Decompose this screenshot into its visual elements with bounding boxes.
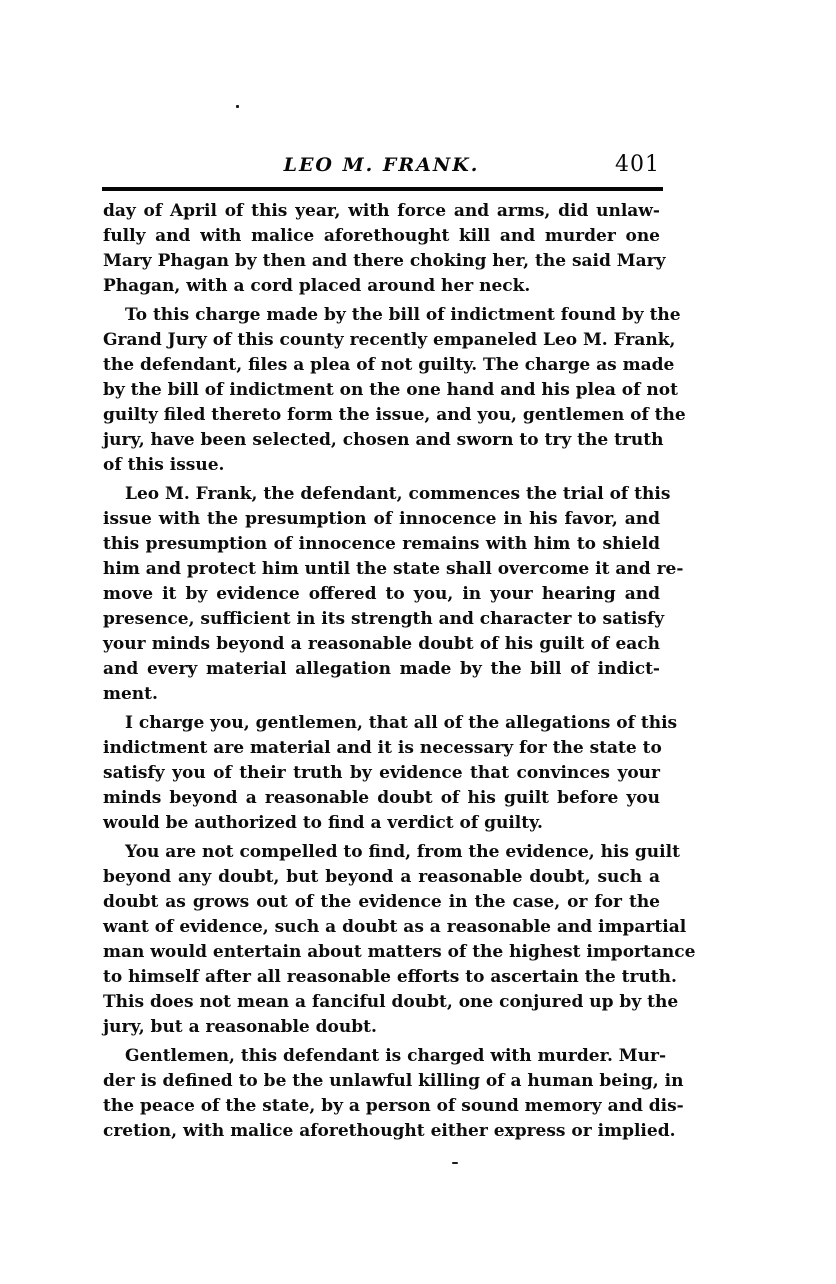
text-line: I charge you, gentlemen, that all of the allegations of this (125, 713, 678, 733)
text-line: this presumption of innocence remains with him to shield (103, 534, 660, 554)
text-line: man would entertain about matters of the highest importance (103, 942, 696, 962)
ink-speck (452, 1162, 458, 1164)
text-line: You are not compelled to find, from the evidence, his guilt (125, 842, 680, 862)
text-line: want of evidence, such a doubt as a reasonable and impartial (103, 917, 687, 937)
text-line: your minds beyond a reasonable doubt of his guilt of each (103, 634, 660, 654)
header-rule (102, 186, 663, 191)
text-line: the peace of the state, by a person of sound memory and dis- (103, 1096, 684, 1116)
text-line: indictment are material and it is necessary for the state to (103, 738, 662, 758)
paragraph (103, 1044, 684, 1144)
text-line: jury, have been selected, chosen and sworn to try the truth (103, 430, 664, 450)
text-line: of this issue. (103, 455, 225, 475)
paragraph (103, 482, 684, 707)
text-line: Grand Jury of this county recently empaneled Leo M. Frank, (103, 330, 676, 350)
paragraph (103, 199, 666, 299)
ink-speck (236, 105, 239, 108)
text-line: This does not mean a fanciful doubt, one conjured up by the (103, 992, 679, 1012)
running-title: LEO M. FRANK. (283, 154, 480, 176)
text-line: satisfy you of their truth by evidence that convinces your (103, 763, 660, 783)
text-line: ment. (103, 684, 158, 704)
text-line: Mary Phagan by then and there choking her, the said Mary (103, 251, 666, 271)
text-line: day of April of this year, with force and arms, did unlaw- (103, 201, 660, 221)
text-line: minds beyond a reasonable doubt of his guilt before you (103, 788, 660, 808)
text-line: fully and with malice aforethought kill and murder one (103, 226, 660, 246)
text-line: would be authorized to find a verdict of guilty. (103, 813, 543, 833)
page-body (103, 199, 696, 1148)
text-line: Phagan, with a cord placed around her neck. (103, 276, 531, 296)
text-line: guilty filed thereto form the issue, and you, gentlemen of the (103, 405, 686, 425)
text-line: cretion, with malice aforethought either express or implied. (103, 1121, 676, 1141)
text-line: to himself after all reasonable efforts to ascertain the truth. (103, 967, 677, 987)
paragraph (103, 711, 678, 836)
page-number: 401 (615, 152, 660, 177)
text-line: jury, but a reasonable doubt. (103, 1017, 377, 1037)
text-line: by the bill of indictment on the one hand and his plea of not (103, 380, 678, 400)
paragraph (103, 840, 696, 1040)
text-line: doubt as grows out of the evidence in the case, or for the (103, 892, 660, 912)
running-header (103, 154, 660, 184)
text-line: the defendant, files a plea of not guilty. The charge as made (103, 355, 675, 375)
text-line: him and protect him until the state shall overcome it and re- (103, 559, 684, 579)
text-line: issue with the presumption of innocence in his favor, and (103, 509, 660, 529)
text-line: beyond any doubt, but beyond a reasonable doubt, such a (103, 867, 660, 887)
text-line: der is defined to be the unlawful killing of a human being, in (103, 1071, 684, 1091)
text-line: and every material allegation made by the bill of indict- (103, 659, 660, 679)
text-line: presence, sufficient in its strength and character to satisfy (103, 609, 665, 629)
text-line: move it by evidence offered to you, in your hearing and (103, 584, 660, 604)
text-line: Leo M. Frank, the defendant, commences the trial of this (125, 484, 671, 504)
text-line: Gentlemen, this defendant is charged with murder. Mur- (125, 1046, 666, 1066)
text-line: To this charge made by the bill of indictment found by the (125, 305, 681, 325)
paragraph (103, 303, 686, 478)
